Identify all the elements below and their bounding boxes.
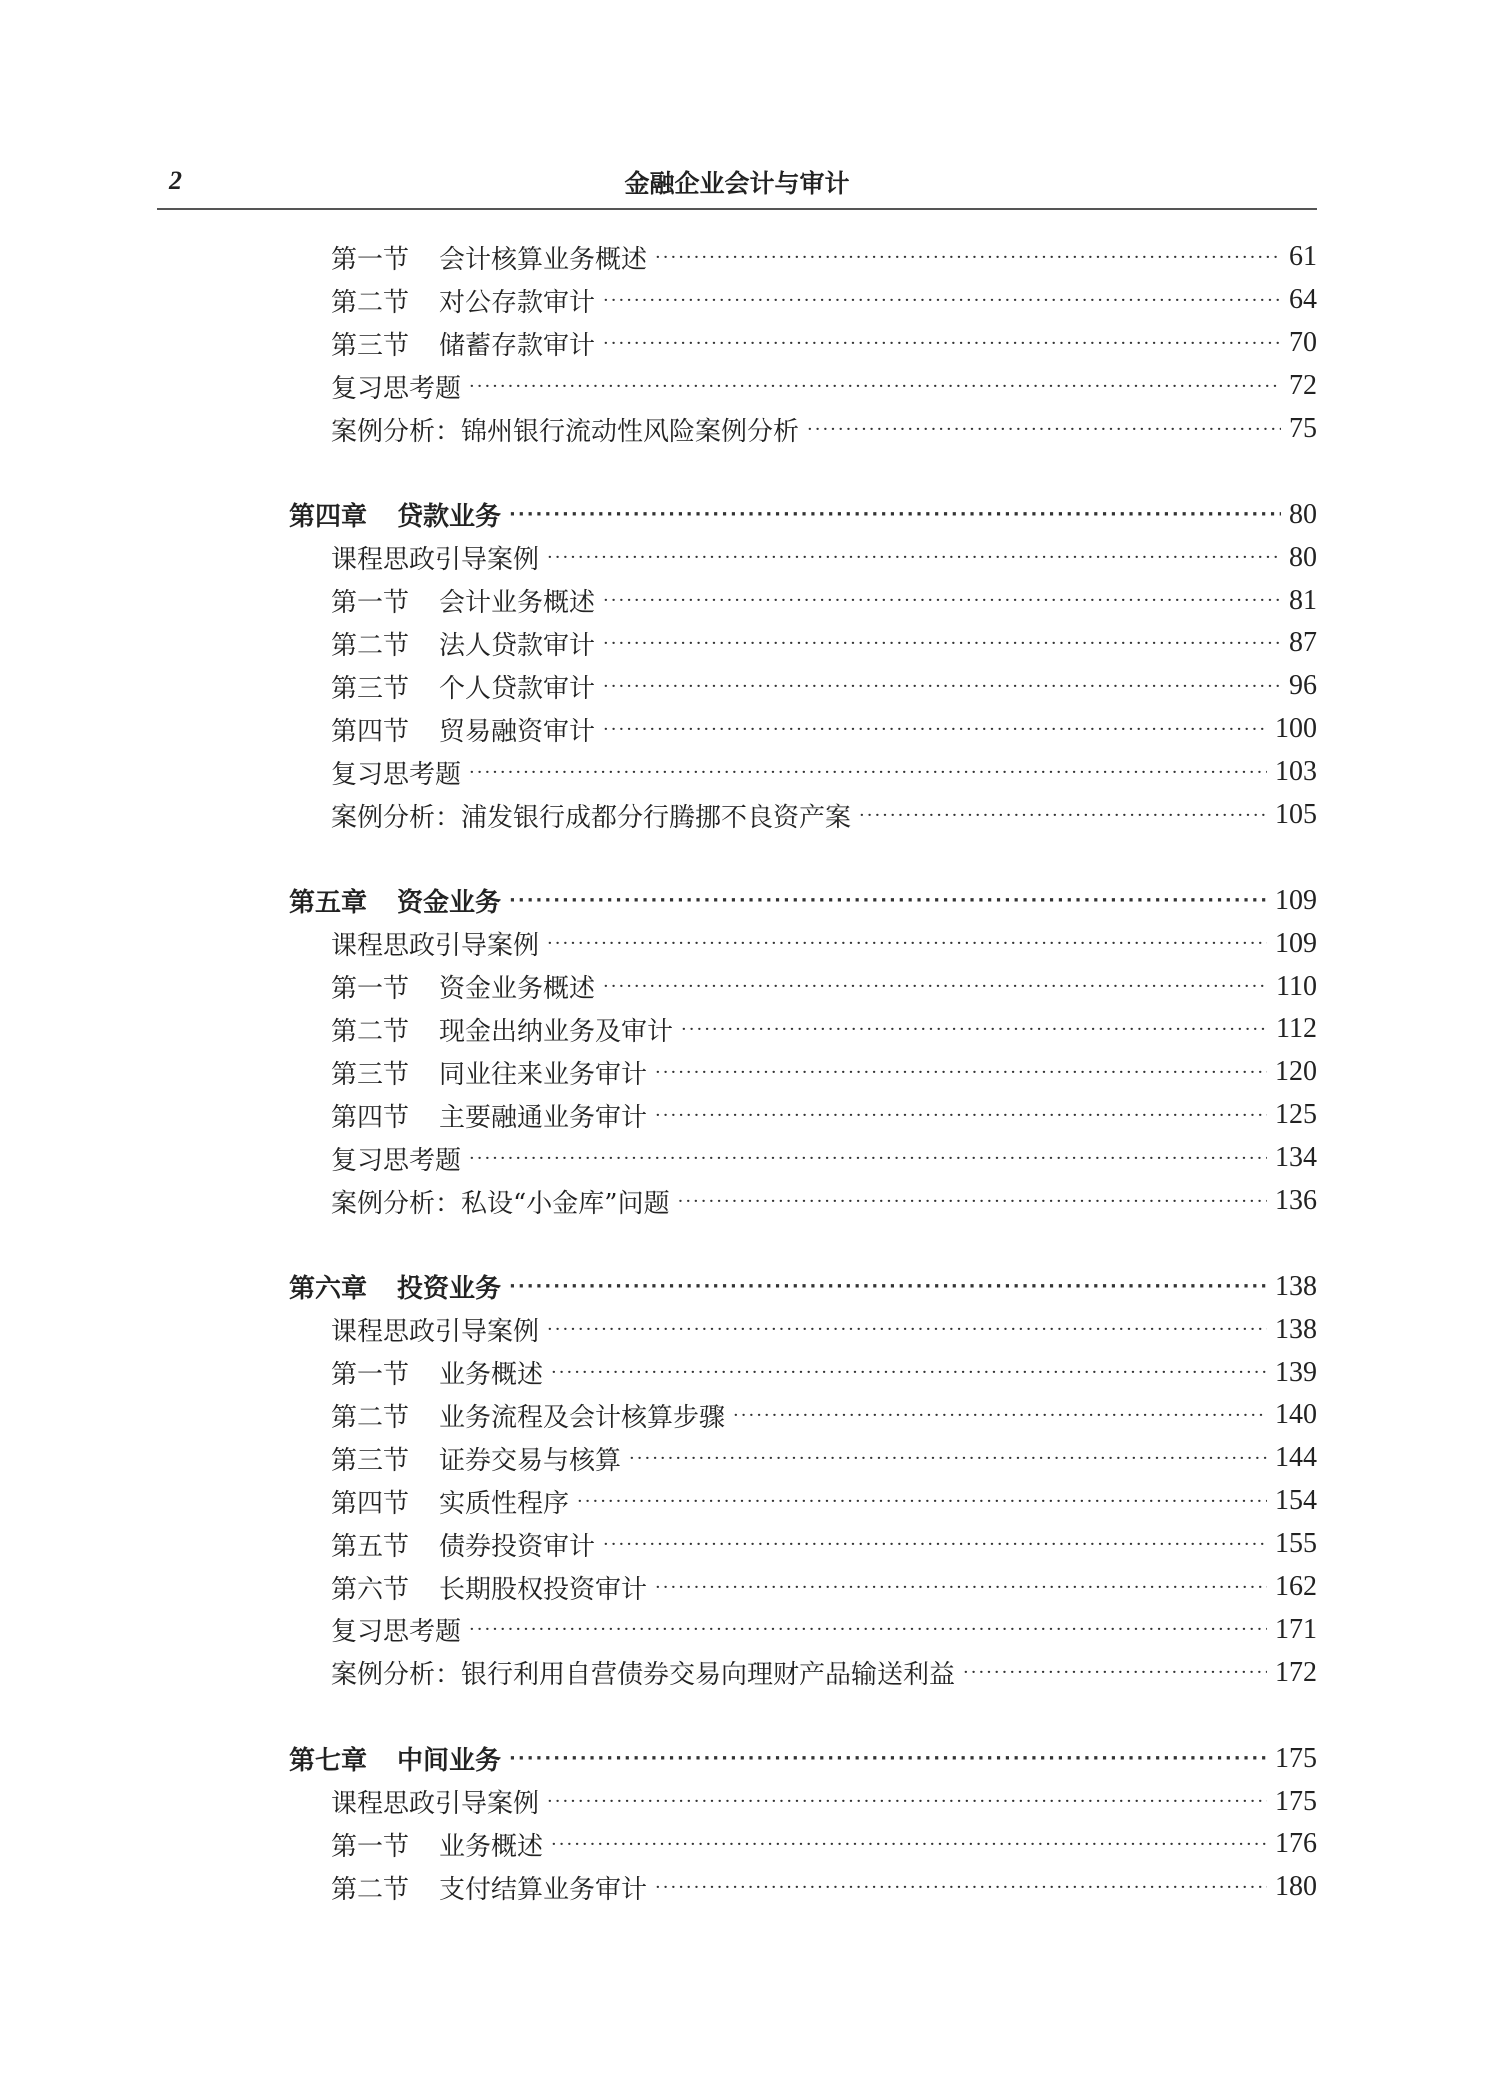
toc-section-entry[interactable] — [289, 1437, 1317, 1480]
dot-leader — [603, 633, 1281, 654]
spacer — [289, 450, 1317, 493]
entry-number: 第一节 — [331, 588, 410, 619]
spacer — [289, 1694, 1317, 1737]
entry-number: 第四节 — [331, 1488, 410, 1519]
entry-page: 162 — [1275, 1571, 1317, 1603]
entry-title: 长期股权投资审计 — [439, 1574, 648, 1605]
entry-title: 实质性程序 — [439, 1488, 570, 1519]
toc-section-entry[interactable] — [289, 1008, 1317, 1051]
book-title: 金融企业会计与审计 — [624, 169, 850, 198]
entry-page: 105 — [1275, 799, 1317, 831]
entry-title: 证券交易与核算 — [439, 1445, 622, 1476]
toc-section-entry[interactable] — [289, 536, 1317, 579]
dot-leader — [655, 1877, 1267, 1898]
toc-section-entry[interactable] — [289, 1566, 1317, 1609]
dot-leader — [509, 1748, 1267, 1769]
table-of-contents — [289, 236, 1317, 1909]
toc-section-entry[interactable] — [289, 1480, 1317, 1523]
entry-number: 第一节 — [331, 1360, 410, 1391]
toc-chapter-entry[interactable] — [289, 493, 1317, 536]
dot-leader — [655, 247, 1281, 268]
entry-number: 第四节 — [331, 1102, 410, 1133]
entry-page: 80 — [1289, 498, 1317, 530]
page-number: 2 — [169, 166, 182, 195]
entry-number: 第五章 — [289, 888, 368, 919]
entry-title: 课程思政引导案例 — [331, 1317, 540, 1348]
entry-page: 87 — [1289, 627, 1317, 659]
entry-title: 复习思考题 — [331, 373, 462, 404]
entry-number: 第三节 — [331, 330, 410, 361]
entry-number: 第二节 — [331, 630, 410, 661]
dot-leader — [629, 1448, 1267, 1469]
entry-title: 案例分析：私设“小金库”问题 — [331, 1188, 670, 1219]
spacer — [289, 836, 1317, 879]
dot-leader — [603, 290, 1281, 311]
entry-page: 171 — [1275, 1613, 1317, 1645]
entry-title: 储蓄存款审计 — [439, 330, 596, 361]
entry-title: 中间业务 — [397, 1746, 502, 1777]
toc-section-entry[interactable] — [289, 1651, 1317, 1694]
entry-title: 复习思考题 — [331, 759, 462, 790]
entry-page: 61 — [1289, 241, 1317, 273]
spacer — [289, 1222, 1317, 1265]
dot-leader — [655, 1577, 1267, 1598]
dot-leader — [547, 1791, 1267, 1812]
toc-section-entry[interactable] — [289, 1523, 1317, 1566]
dot-leader — [551, 1362, 1267, 1383]
entry-page: 180 — [1275, 1871, 1317, 1903]
toc-section-entry[interactable] — [289, 579, 1317, 622]
toc-section-entry[interactable] — [289, 1180, 1317, 1223]
entry-page: 138 — [1275, 1270, 1317, 1302]
entry-title: 同业往来业务审计 — [439, 1059, 648, 1090]
dot-leader — [603, 1534, 1267, 1555]
dot-leader — [655, 1105, 1267, 1126]
entry-number: 第三节 — [331, 673, 410, 704]
entry-page: 120 — [1275, 1056, 1317, 1088]
entry-title: 课程思政引导案例 — [331, 545, 540, 576]
dot-leader — [547, 933, 1267, 954]
toc-chapter-entry[interactable] — [289, 1737, 1317, 1780]
entry-page: 154 — [1275, 1485, 1317, 1517]
toc-section-entry[interactable] — [289, 794, 1317, 837]
dot-leader — [469, 376, 1281, 397]
dot-leader — [469, 762, 1267, 783]
toc-section-entry[interactable] — [289, 1137, 1317, 1180]
entry-title: 会计业务概述 — [439, 588, 596, 619]
toc-section-entry[interactable] — [289, 965, 1317, 1008]
toc-chapter-entry[interactable] — [289, 879, 1317, 922]
toc-section-entry[interactable] — [289, 622, 1317, 665]
entry-title: 贸易融资审计 — [439, 716, 596, 747]
dot-leader — [509, 1276, 1267, 1297]
toc-section-entry[interactable] — [289, 1823, 1317, 1866]
entry-title: 投资业务 — [397, 1274, 502, 1305]
dot-leader — [509, 504, 1281, 525]
entry-title: 会计核算业务概述 — [439, 244, 648, 275]
entry-number: 第四章 — [289, 502, 368, 533]
entry-title: 业务流程及会计核算步骤 — [439, 1402, 726, 1433]
toc-section-entry[interactable] — [289, 751, 1317, 794]
entry-number: 第二节 — [331, 1874, 410, 1905]
dot-leader — [681, 1019, 1268, 1040]
entry-number: 第二节 — [331, 287, 410, 318]
dot-leader — [678, 1191, 1267, 1212]
entry-number: 第一节 — [331, 974, 410, 1005]
toc-section-entry[interactable] — [289, 408, 1317, 451]
entry-number: 第二节 — [331, 1402, 410, 1433]
entry-title: 现金出纳业务及审计 — [439, 1016, 674, 1047]
entry-page: 155 — [1275, 1528, 1317, 1560]
dot-leader — [469, 1148, 1267, 1169]
entry-page: 81 — [1289, 584, 1317, 616]
entry-number: 第一节 — [331, 244, 410, 275]
entry-page: 110 — [1276, 970, 1317, 1002]
entry-page: 138 — [1275, 1313, 1317, 1345]
entry-number: 第五节 — [331, 1531, 410, 1562]
dot-leader — [859, 805, 1267, 826]
dot-leader — [603, 333, 1281, 354]
entry-number: 第一节 — [331, 1831, 410, 1862]
dot-leader — [577, 1491, 1267, 1512]
toc-section-entry[interactable] — [289, 1051, 1317, 1094]
entry-page: 175 — [1275, 1785, 1317, 1817]
dot-leader — [547, 1319, 1267, 1340]
entry-title: 个人贷款审计 — [439, 673, 596, 704]
entry-number: 第六节 — [331, 1574, 410, 1605]
entry-page: 172 — [1275, 1656, 1317, 1688]
dot-leader — [603, 590, 1281, 611]
entry-page: 75 — [1289, 413, 1317, 444]
entry-title: 支付结算业务审计 — [439, 1874, 648, 1905]
entry-page: 136 — [1275, 1185, 1317, 1217]
entry-number: 第六章 — [289, 1274, 368, 1305]
toc-chapter-entry[interactable] — [289, 1265, 1317, 1308]
toc-section-entry[interactable] — [289, 279, 1317, 322]
entry-page: 70 — [1289, 327, 1317, 359]
toc-section-entry[interactable] — [289, 1094, 1317, 1137]
dot-leader — [603, 976, 1268, 997]
entry-page: 109 — [1275, 884, 1317, 916]
entry-title: 业务概述 — [439, 1360, 544, 1391]
dot-leader — [509, 890, 1267, 911]
toc-section-entry[interactable] — [289, 665, 1317, 708]
entry-title: 课程思政引导案例 — [331, 931, 540, 962]
running-header — [157, 160, 1317, 210]
dot-leader — [655, 1062, 1267, 1083]
entry-page: 112 — [1276, 1013, 1317, 1045]
entry-number: 第二节 — [331, 1016, 410, 1047]
entry-title: 资金业务概述 — [439, 974, 596, 1005]
dot-leader — [551, 1834, 1267, 1855]
entry-number: 第三节 — [331, 1445, 410, 1476]
entry-page: 144 — [1275, 1442, 1317, 1474]
dot-leader — [469, 1619, 1267, 1640]
toc-section-entry[interactable] — [289, 365, 1317, 408]
toc-section-entry[interactable] — [289, 1866, 1317, 1909]
dot-leader — [547, 547, 1281, 568]
entry-page: 103 — [1275, 756, 1317, 788]
toc-section-entry[interactable] — [289, 1394, 1317, 1437]
toc-section-entry[interactable] — [289, 708, 1317, 751]
entry-title: 案例分析：锦州银行流动性风险案例分析 — [331, 416, 800, 447]
entry-page: 125 — [1275, 1099, 1317, 1131]
dot-leader — [963, 1662, 1267, 1683]
entry-title: 案例分析：银行利用自营债券交易向理财产品输送利益 — [331, 1660, 956, 1691]
entry-title: 贷款业务 — [397, 502, 502, 533]
entry-title: 债券投资审计 — [439, 1531, 596, 1562]
entry-number: 第四节 — [331, 716, 410, 747]
dot-leader — [603, 719, 1267, 740]
entry-page: 134 — [1275, 1142, 1317, 1174]
entry-title: 对公存款审计 — [439, 287, 596, 318]
dot-leader — [807, 419, 1281, 440]
entry-page: 96 — [1289, 670, 1317, 702]
entry-title: 主要融通业务审计 — [439, 1102, 648, 1133]
toc-section-entry[interactable] — [289, 1351, 1317, 1394]
entry-title: 复习思考题 — [331, 1617, 462, 1648]
toc-section-entry[interactable] — [289, 1609, 1317, 1652]
toc-section-entry[interactable] — [289, 1780, 1317, 1823]
entry-title: 案例分析：浦发银行成都分行腾挪不良资产案 — [331, 802, 852, 833]
entry-page: 109 — [1275, 927, 1317, 959]
entry-page: 64 — [1289, 284, 1317, 316]
entry-page: 140 — [1275, 1399, 1317, 1431]
entry-page: 139 — [1275, 1356, 1317, 1388]
entry-title: 课程思政引导案例 — [331, 1789, 540, 1819]
toc-section-entry[interactable] — [289, 236, 1317, 279]
dot-leader — [733, 1405, 1267, 1426]
entry-number: 第七章 — [289, 1746, 368, 1777]
entry-number: 第三节 — [331, 1059, 410, 1090]
toc-section-entry[interactable] — [289, 1308, 1317, 1351]
entry-page: 80 — [1289, 541, 1317, 573]
entry-page: 100 — [1275, 713, 1317, 745]
dot-leader — [603, 676, 1281, 697]
entry-page: 175 — [1275, 1742, 1317, 1774]
entry-title: 业务概述 — [439, 1831, 544, 1862]
toc-section-entry[interactable] — [289, 922, 1317, 965]
toc-section-entry[interactable] — [289, 322, 1317, 365]
entry-title: 复习思考题 — [331, 1145, 462, 1176]
entry-page: 72 — [1289, 370, 1317, 402]
entry-title: 法人贷款审计 — [439, 630, 596, 661]
entry-page: 176 — [1275, 1828, 1317, 1860]
entry-title: 资金业务 — [397, 888, 502, 919]
